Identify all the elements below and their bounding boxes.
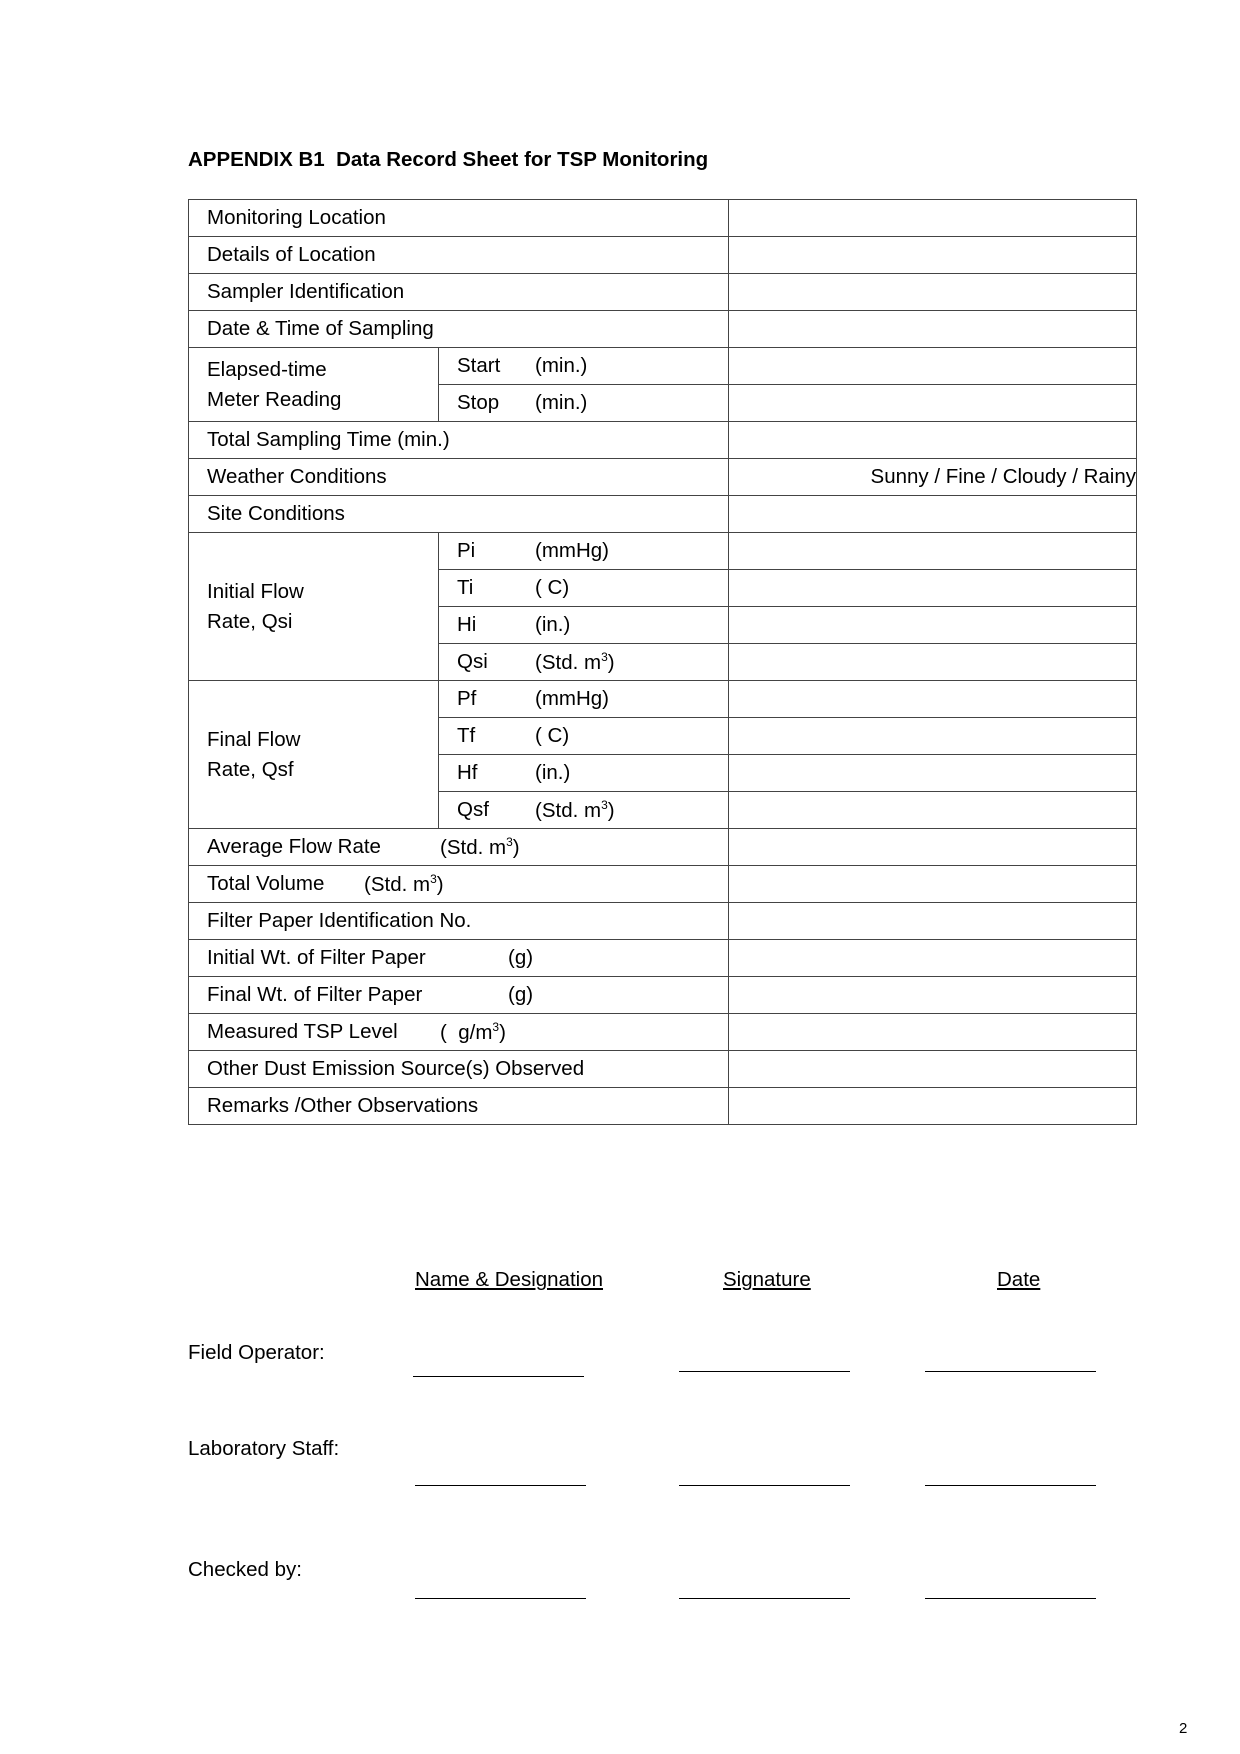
row-label: Total Sampling Time (min.) bbox=[189, 422, 729, 459]
param-label bbox=[439, 607, 729, 644]
param-label bbox=[439, 533, 729, 570]
superscript: 3 bbox=[492, 1019, 500, 1034]
gram-unit: (g) bbox=[508, 983, 534, 1006]
param-unit: ( C) bbox=[535, 724, 570, 747]
monitoring-location-field[interactable] bbox=[729, 200, 1137, 237]
total-volume-unit: (Std. m bbox=[364, 872, 431, 896]
param-symbol: Hf bbox=[457, 761, 478, 784]
param-unit: (in.) bbox=[535, 613, 571, 636]
table-row bbox=[189, 903, 1137, 940]
checked-by-name-line[interactable] bbox=[415, 1598, 586, 1599]
table-row bbox=[189, 311, 1137, 348]
pi-field[interactable] bbox=[729, 533, 1137, 570]
param-symbol: Hi bbox=[457, 613, 477, 636]
table-row bbox=[189, 533, 1137, 570]
hi-field[interactable] bbox=[729, 607, 1137, 644]
header-date: Date bbox=[997, 1268, 1041, 1291]
start-symbol: Start bbox=[457, 354, 501, 377]
checked-by-signature-line[interactable] bbox=[679, 1598, 850, 1599]
param-label bbox=[439, 718, 729, 755]
initial-flow-label bbox=[189, 533, 439, 681]
param-label bbox=[439, 755, 729, 792]
row-label: Site Conditions bbox=[189, 496, 729, 533]
param-unit: (Std. m bbox=[535, 650, 602, 674]
stop-label bbox=[439, 385, 729, 422]
initial-flow-line2: Rate, Qsi bbox=[207, 609, 293, 633]
total-sampling-time-field[interactable] bbox=[729, 422, 1137, 459]
elapsed-time-label bbox=[189, 348, 439, 422]
start-label bbox=[439, 348, 729, 385]
row-label bbox=[189, 1014, 729, 1051]
table-row bbox=[189, 274, 1137, 311]
average-flow-field[interactable] bbox=[729, 829, 1137, 866]
param-label bbox=[439, 792, 729, 829]
field-operator-name-line[interactable] bbox=[413, 1376, 584, 1377]
header-name-designation: Name & Designation bbox=[415, 1268, 604, 1291]
elapsed-label-line2: Meter Reading bbox=[207, 387, 342, 411]
row-label: Monitoring Location bbox=[189, 200, 729, 237]
elapsed-label-line1: Elapsed-time bbox=[207, 357, 327, 381]
tsp-unit: ( g/m bbox=[440, 1020, 493, 1044]
param-label bbox=[439, 570, 729, 607]
superscript: 3 bbox=[601, 797, 608, 812]
role-checked-by: Checked by: bbox=[188, 1558, 302, 1581]
param-label bbox=[439, 644, 729, 681]
tsp-record-table bbox=[188, 199, 1137, 1125]
table-row bbox=[189, 459, 1137, 496]
param-symbol: Tf bbox=[457, 724, 476, 747]
param-unit: (in.) bbox=[535, 761, 571, 784]
initial-flow-line1: Initial Flow bbox=[207, 579, 304, 603]
param-symbol: Qsf bbox=[457, 798, 489, 822]
weather-options[interactable]: Sunny / Fine / Cloudy / Rainy bbox=[729, 459, 1137, 496]
hf-field[interactable] bbox=[729, 755, 1137, 792]
final-wt-label: Final Wt. of Filter Paper bbox=[207, 983, 423, 1006]
superscript: 3 bbox=[601, 649, 608, 664]
role-field-operator: Field Operator: bbox=[188, 1341, 325, 1364]
qsf-field[interactable] bbox=[729, 792, 1137, 829]
field-operator-date-line[interactable] bbox=[925, 1371, 1096, 1372]
avg-flow-unit: (Std. m bbox=[440, 835, 507, 859]
ti-field[interactable] bbox=[729, 570, 1137, 607]
row-label: Sampler Identification bbox=[189, 274, 729, 311]
row-label: Filter Paper Identification No. bbox=[189, 903, 729, 940]
table-row bbox=[189, 237, 1137, 274]
table-row bbox=[189, 1014, 1137, 1051]
table-row bbox=[189, 496, 1137, 533]
details-of-location-field[interactable] bbox=[729, 237, 1137, 274]
page-number: 2 bbox=[1179, 1720, 1188, 1737]
row-label bbox=[189, 940, 729, 977]
page-title: APPENDIX B1 Data Record Sheet for TSP Monitoring bbox=[188, 148, 709, 171]
gram-unit: (g) bbox=[508, 946, 534, 969]
close-paren: ) bbox=[512, 835, 520, 859]
row-label bbox=[189, 977, 729, 1014]
checked-by-date-line[interactable] bbox=[925, 1598, 1096, 1599]
table-row bbox=[189, 422, 1137, 459]
header-signature: Signature bbox=[723, 1268, 811, 1291]
measured-tsp-field[interactable] bbox=[729, 1014, 1137, 1051]
initial-wt-field[interactable] bbox=[729, 940, 1137, 977]
table-row bbox=[189, 348, 1137, 385]
row-label: Details of Location bbox=[189, 237, 729, 274]
param-symbol: Ti bbox=[457, 576, 474, 599]
stop-unit: (min.) bbox=[535, 391, 588, 414]
role-laboratory-staff: Laboratory Staff: bbox=[188, 1437, 340, 1460]
tf-field[interactable] bbox=[729, 718, 1137, 755]
param-unit: ( C) bbox=[535, 576, 570, 599]
avg-flow-label: Average Flow Rate bbox=[207, 835, 381, 859]
pf-field[interactable] bbox=[729, 681, 1137, 718]
param-unit: (mmHg) bbox=[535, 539, 610, 562]
other-dust-field[interactable] bbox=[729, 1051, 1137, 1088]
measured-tsp-label: Measured TSP Level bbox=[207, 1020, 398, 1044]
sampler-identification-field[interactable] bbox=[729, 274, 1137, 311]
table-row bbox=[189, 200, 1137, 237]
row-label: Date & Time of Sampling bbox=[189, 311, 729, 348]
qsi-field[interactable] bbox=[729, 644, 1137, 681]
table-row bbox=[189, 866, 1137, 903]
param-symbol: Qsi bbox=[457, 650, 488, 674]
lab-staff-signature-line[interactable] bbox=[679, 1485, 850, 1486]
lab-staff-name-line[interactable] bbox=[415, 1485, 586, 1486]
start-unit: (min.) bbox=[535, 354, 588, 377]
remarks-field[interactable] bbox=[729, 1088, 1137, 1125]
final-flow-line1: Final Flow bbox=[207, 727, 301, 751]
table-row bbox=[189, 1088, 1137, 1125]
param-unit: (Std. m bbox=[535, 798, 602, 822]
lab-staff-date-line[interactable] bbox=[925, 1485, 1096, 1486]
superscript: 3 bbox=[506, 834, 513, 849]
field-operator-signature-line[interactable] bbox=[679, 1371, 850, 1372]
row-label: Weather Conditions bbox=[189, 459, 729, 496]
final-flow-label bbox=[189, 681, 439, 829]
filter-paper-id-field[interactable] bbox=[729, 903, 1137, 940]
stop-reading-field[interactable] bbox=[729, 385, 1137, 422]
table-row bbox=[189, 977, 1137, 1014]
table-row bbox=[189, 940, 1137, 977]
close-paren: ) bbox=[436, 872, 444, 896]
superscript: 3 bbox=[430, 871, 437, 886]
param-label bbox=[439, 681, 729, 718]
table-row bbox=[189, 681, 1137, 718]
final-wt-field[interactable] bbox=[729, 977, 1137, 1014]
row-label: Other Dust Emission Source(s) Observed bbox=[189, 1051, 729, 1088]
start-reading-field[interactable] bbox=[729, 348, 1137, 385]
param-symbol: Pf bbox=[457, 687, 477, 710]
date-time-sampling-field[interactable] bbox=[729, 311, 1137, 348]
row-label bbox=[189, 829, 729, 866]
total-volume-label: Total Volume bbox=[207, 872, 325, 896]
param-symbol: Pi bbox=[457, 539, 476, 562]
stop-symbol: Stop bbox=[457, 391, 500, 414]
total-volume-field[interactable] bbox=[729, 866, 1137, 903]
close-paren: ) bbox=[499, 1020, 506, 1044]
close-paren: ) bbox=[607, 798, 615, 822]
close-paren: ) bbox=[607, 650, 615, 674]
table-row bbox=[189, 829, 1137, 866]
param-unit: (mmHg) bbox=[535, 687, 610, 710]
row-label: Remarks /Other Observations bbox=[189, 1088, 729, 1125]
row-label bbox=[189, 866, 729, 903]
initial-wt-label: Initial Wt. of Filter Paper bbox=[207, 946, 426, 969]
table-row bbox=[189, 1051, 1137, 1088]
site-conditions-field[interactable] bbox=[729, 496, 1137, 533]
final-flow-line2: Rate, Qsf bbox=[207, 757, 294, 781]
